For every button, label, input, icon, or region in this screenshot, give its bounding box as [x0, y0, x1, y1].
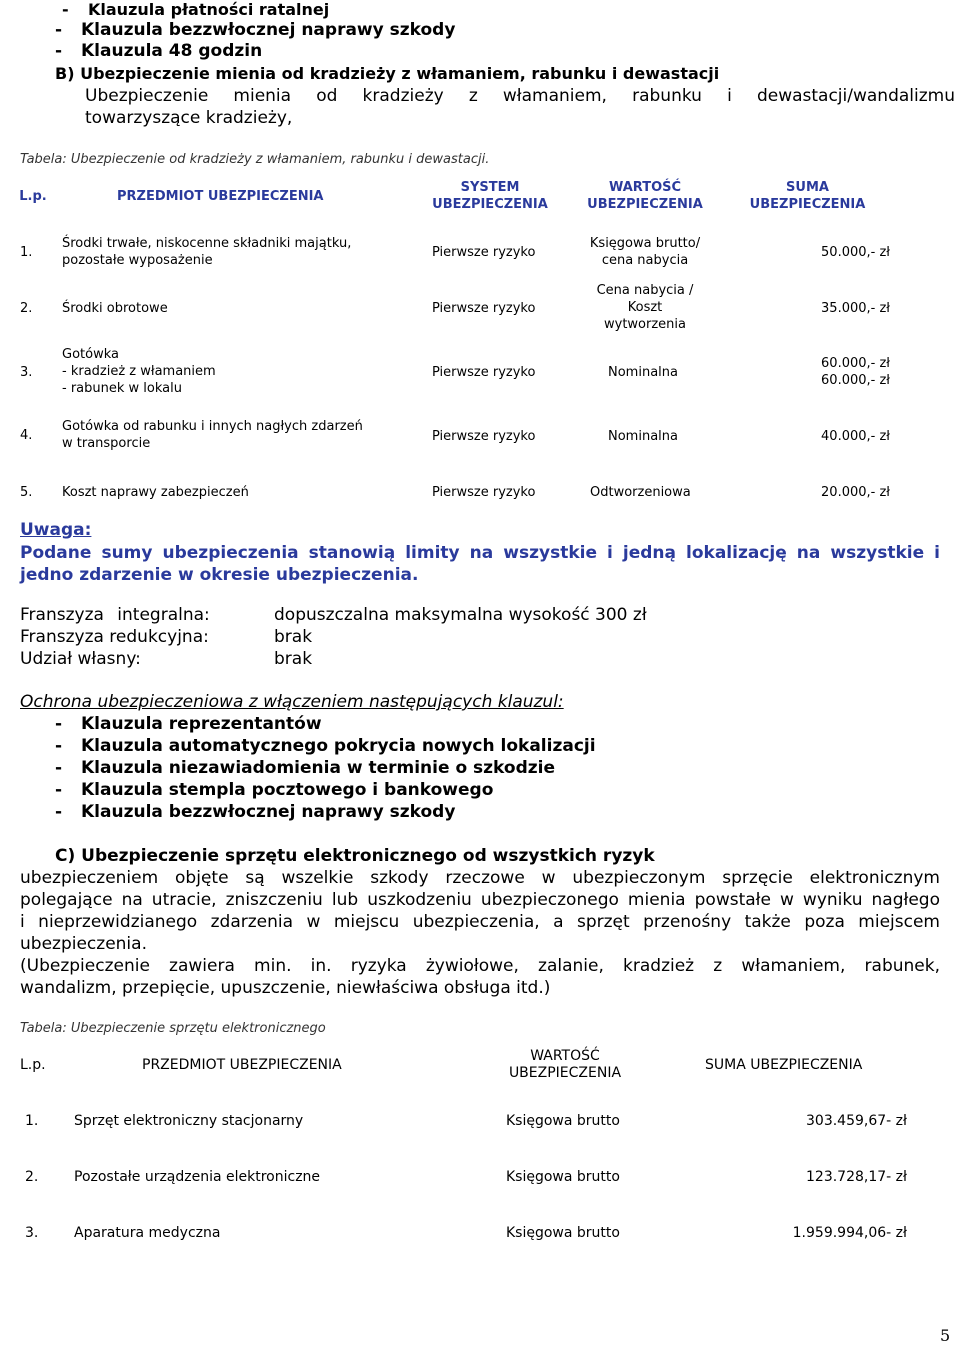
table1-row-lp: 3.: [20, 365, 33, 380]
table1-row-system: Pierwsze ryzyko: [432, 301, 536, 316]
table1-row-system: Pierwsze ryzyko: [432, 245, 536, 260]
table1-header-value: WARTOŚĆ UBEZPIECZENIA: [587, 180, 703, 212]
section-c-text: ubezpieczeniem objęte są wszelkie szkody rzeczowe w ubezpieczonym sprzęcie elektronicznym: [20, 868, 940, 888]
franchise-label: Franszyza integralna:: [20, 605, 210, 625]
table2-row-lp: 2.: [25, 1169, 39, 1185]
table2-header-sum: SUMA UBEZPIECZENIA: [705, 1057, 863, 1073]
section-b-heading: B) Ubezpieczenie mienia od kradzieży z włamaniem, rabunku i dewastacji: [55, 64, 720, 83]
section-b-text: Ubezpieczenie mienia od kradzieży z włamaniem, rabunku i dewastacji/wandalizmu: [85, 86, 955, 106]
table1-row-subject: Gotówka od rabunku i innych nagłych zdarzeń w transporcie: [62, 419, 363, 451]
clauses-heading: Ochrona ubezpieczeniowa z włączeniem następujących klauzul:: [20, 692, 564, 712]
franchise-value: brak: [274, 649, 313, 669]
table2-caption: Tabela: Ubezpieczenie sprzętu elektronicznego: [20, 1021, 326, 1036]
table2-row-subject: Sprzęt elektroniczny stacjonarny: [74, 1113, 304, 1129]
table1-row-sum: 35.000,- zł: [821, 301, 890, 316]
top-list-item: - Klauzula 48 godzin: [55, 41, 263, 61]
table2-row-subject: Aparatura medyczna: [74, 1225, 221, 1241]
franchise-value: dopuszczalna maksymalna wysokość 300 zł: [274, 605, 647, 625]
table1-row-value: Nominalna: [608, 365, 678, 380]
table1-row-value: Odtworzeniowa: [590, 485, 691, 500]
section-c-text: (Ubezpieczenie zawiera min. in. ryzyka żywiołowe, zalanie, kradzież z włamaniem, rabunek,: [20, 956, 940, 976]
section-c-text: i nieprzewidzianego zdarzenia w miejscu ubezpieczenia, a sprzęt przenośny także poza miejscem: [20, 912, 940, 932]
table1-row-lp: 4.: [20, 428, 33, 443]
table2-row-subject: Pozostałe urządzenia elektroniczne: [74, 1169, 321, 1185]
note-text: jedno zdarzenie w okresie ubezpieczenia.: [20, 565, 419, 585]
page-number: 5: [940, 1326, 951, 1345]
section-c-text: ubezpieczenia.: [20, 934, 147, 954]
table1-row-value: Cena nabycia / Koszt wytworzenia: [596, 283, 694, 332]
table1-header-sum: SUMA UBEZPIECZENIA: [749, 180, 866, 212]
table2-row-sum: 303.459,67- zł: [806, 1113, 907, 1129]
table2-header-lp: L.p.: [20, 1057, 46, 1073]
clause-item: - Klauzula bezzwłocznej naprawy szkody: [55, 802, 456, 822]
clause-item: - Klauzula automatycznego pokrycia nowych lokalizacji: [55, 736, 596, 756]
table1-row-value: Księgowa brutto/ cena nabycia: [589, 236, 701, 268]
table1-row-system: Pierwsze ryzyko: [432, 429, 536, 444]
table1-row-sum: 60.000,- zł 60.000,- zł: [821, 356, 890, 388]
table2-row-lp: 1.: [25, 1113, 39, 1129]
table2-row-value: Księgowa brutto: [506, 1225, 620, 1241]
table1-row-system: Pierwsze ryzyko: [432, 365, 536, 380]
section-c-text: polegające na utracie, zniszczeniu lub uszkodzeniu ubezpieczonego mienia powstałe w wyniku nagłego: [20, 890, 940, 910]
franchise-label: Udział własny:: [20, 649, 141, 669]
top-list-item: - Klauzula płatności ratalnej: [62, 0, 330, 19]
note-label: Uwaga:: [20, 520, 92, 540]
table1-header-subject: PRZEDMIOT UBEZPIECZENIA: [117, 189, 324, 204]
franchise-label: Franszyza redukcyjna:: [20, 627, 209, 647]
top-list-item: - Klauzula bezzwłocznej naprawy szkody: [55, 20, 456, 40]
table1-row-subject: Środki obrotowe: [62, 301, 168, 316]
section-c-text: wandalizm, przepięcie, upuszczenie, niewłaściwa obsługa itd.): [20, 978, 551, 998]
table1-row-value: Nominalna: [608, 429, 678, 444]
table2-row-lp: 3.: [25, 1225, 39, 1241]
table2-header-value: WARTOŚĆ UBEZPIECZENIA: [508, 1048, 622, 1081]
table2-row-sum: 123.728,17- zł: [806, 1169, 907, 1185]
clause-item: - Klauzula stempla pocztowego i bankowego: [55, 780, 494, 800]
clause-item: - Klauzula niezawiadomienia w terminie o szkodzie: [55, 758, 555, 778]
table1-row-subject: Koszt naprawy zabezpieczeń: [62, 485, 249, 500]
table2-row-value: Księgowa brutto: [506, 1169, 620, 1185]
table1-row-subject: Gotówka - kradzież z włamaniem - rabunek w lokalu: [62, 347, 216, 396]
table1-row-lp: 5.: [20, 485, 33, 500]
clause-item: - Klauzula reprezentantów: [55, 714, 322, 734]
table1-caption: Tabela: Ubezpieczenie od kradzieży z włamaniem, rabunku i dewastacji.: [20, 152, 490, 167]
table1-row-system: Pierwsze ryzyko: [432, 485, 536, 500]
table1-header-lp: L.p.: [19, 189, 47, 204]
table1-row-sum: 20.000,- zł: [821, 485, 890, 500]
table1-header-system: SYSTEM UBEZPIECZENIA: [432, 180, 548, 212]
table1-row-sum: 50.000,- zł: [821, 245, 890, 260]
table1-row-lp: 1.: [20, 245, 33, 260]
franchise-value: brak: [274, 627, 313, 647]
note-text: Podane sumy ubezpieczenia stanowią limity na wszystkie i jedną lokalizację na wszystkie i: [20, 543, 940, 563]
table1-row-lp: 2.: [20, 301, 33, 316]
section-c-heading: C) Ubezpieczenie sprzętu elektronicznego od wszystkich ryzyk: [55, 846, 655, 866]
table2-header-subject: PRZEDMIOT UBEZPIECZENIA: [142, 1057, 342, 1073]
table2-row-sum: 1.959.994,06- zł: [792, 1225, 907, 1241]
section-b-text: towarzyszące kradzieży,: [85, 108, 293, 128]
table1-row-sum: 40.000,- zł: [821, 429, 890, 444]
table1-row-subject: Środki trwałe, niskocenne składniki majątku, pozostałe wyposażenie: [62, 236, 352, 268]
table2-row-value: Księgowa brutto: [506, 1113, 620, 1129]
